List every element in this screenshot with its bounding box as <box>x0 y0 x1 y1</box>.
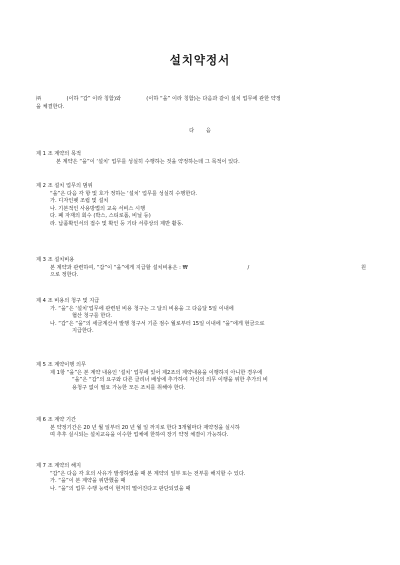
article-5 <box>36 362 366 392</box>
article-1 <box>36 151 366 166</box>
article-7-heading: 제 7 조 계약의 해지 <box>36 463 81 469</box>
article-6-line: 며 추후 실시되는 설치교육을 이수한 업체에 한하여 장기 약정 체결이 가능하다. <box>50 432 229 439</box>
article-4-item-a-cont: 협산 청구를 한다. <box>72 313 113 320</box>
article-5-line: 제 1항 “을”은 본 계약 내용인 ‘설치’ 업무에 있어 제2조의 계약내용을 이행하지 아니한 경우에 <box>50 369 263 376</box>
article-6-heading: 제 6 조 계약 기간 <box>36 417 76 423</box>
article-2-item: 라. 납품확인서의 접수 및 확인 등 기타 서류상의 제반 활동. <box>50 220 184 227</box>
article-3-won: 원 <box>360 264 366 271</box>
article-3-cost-text: 본 계약과 관련하여, “갑”이 “을”에게 지급할 설치비용은 : ₩ <box>50 264 188 271</box>
article-2 <box>36 183 366 228</box>
article-7-line: “갑”은 다음 각 호의 사유가 발생하였을 때 본 계약의 일부 또는 전부를 해지할 수 있다. <box>50 470 246 477</box>
article-5-line: 용청구 없이 필요 가능한 모든 조치를 취해야 한다. <box>72 384 186 391</box>
article-4-item-b: 나. “갑”은 “을”의 세금계산서 발행 청구서 기준 점수 월로부터 15일 이내에 “을”에게 현금으로 <box>50 320 265 327</box>
party-b-alias: (이하 “을” 이라 칭함)는 다음과 같이 설치 업무에 관한 약정 <box>146 96 281 102</box>
article-6 <box>36 417 366 440</box>
dagum-heading: 다 음 <box>189 128 211 134</box>
article-7-item: 나. “을”의 업무 수행 능력이 현저히 떨어진다고 판단되었을 때 <box>50 485 191 492</box>
article-2-item: 가. 디자인펫 조립 및 설치 <box>50 198 109 205</box>
intro-paragraph <box>36 96 366 111</box>
article-3 <box>36 257 366 280</box>
document-title: 설치약정서 <box>169 53 231 67</box>
article-3-slash: / <box>247 264 250 271</box>
article-1-text: 본 계약은 “을”이 ‘설치’ 업무를 성실히 수행하는 것을 약정하는데 그 목적이 있다. <box>56 158 240 165</box>
article-2-heading: 제 2 조 설치 업무의 범위 <box>36 183 93 189</box>
article-2-item: 나. 기본적인 사용방법의 교육 서비스 시행 <box>50 205 146 212</box>
article-2-item: 다. 폐 자재의 회수 (박스, 스티로폼, 비닐 등) <box>50 213 151 220</box>
article-3-heading: 제 3 조 설치비용 <box>36 257 75 263</box>
article-6-line: 본 약정기간은 20 년 월 일부터 20 년 월 일 까지로 한다 3개월마다 재약정을 실시하 <box>50 424 240 431</box>
article-4-item-a: 가. “을”은 ‘설치’업무에 관련된 비용 청구는 그 달의 비용을 그 다음달 5일 이내에 <box>50 305 234 312</box>
article-4-item-b-cont: 지급한다. <box>72 328 94 335</box>
article-5-line: “을”은 “갑”의 요구와 다른 클리너 배상에 추가하여 자신의 의무 이행을 위한 추가의 비 <box>72 377 268 384</box>
article-1-heading: 제 1 조 계약의 목적 <box>36 151 81 157</box>
party-a-alias: (이하 “갑” 이라 칭함)와 <box>66 96 121 102</box>
article-4 <box>36 298 366 336</box>
article-7-item: 가. “을”이 본 계약을 위반했을 때 <box>50 478 126 485</box>
article-3-tail: 으로 정한다. <box>50 272 79 279</box>
intro-line-2: 을 체결한다. <box>36 103 65 110</box>
article-3-cost-line <box>36 265 366 273</box>
party-a-mark: ㈜ <box>36 96 42 102</box>
article-5-heading: 제 5 조 계약이행 의무 <box>36 362 86 368</box>
article-7 <box>36 463 366 493</box>
article-2-line: “을”은 다음 각 항 및 호가 정하는 ‘설치’ 업무를 성실히 수행한다. <box>50 190 198 197</box>
article-4-heading: 제 4 조 비용의 청구 및 지급 <box>36 298 100 304</box>
